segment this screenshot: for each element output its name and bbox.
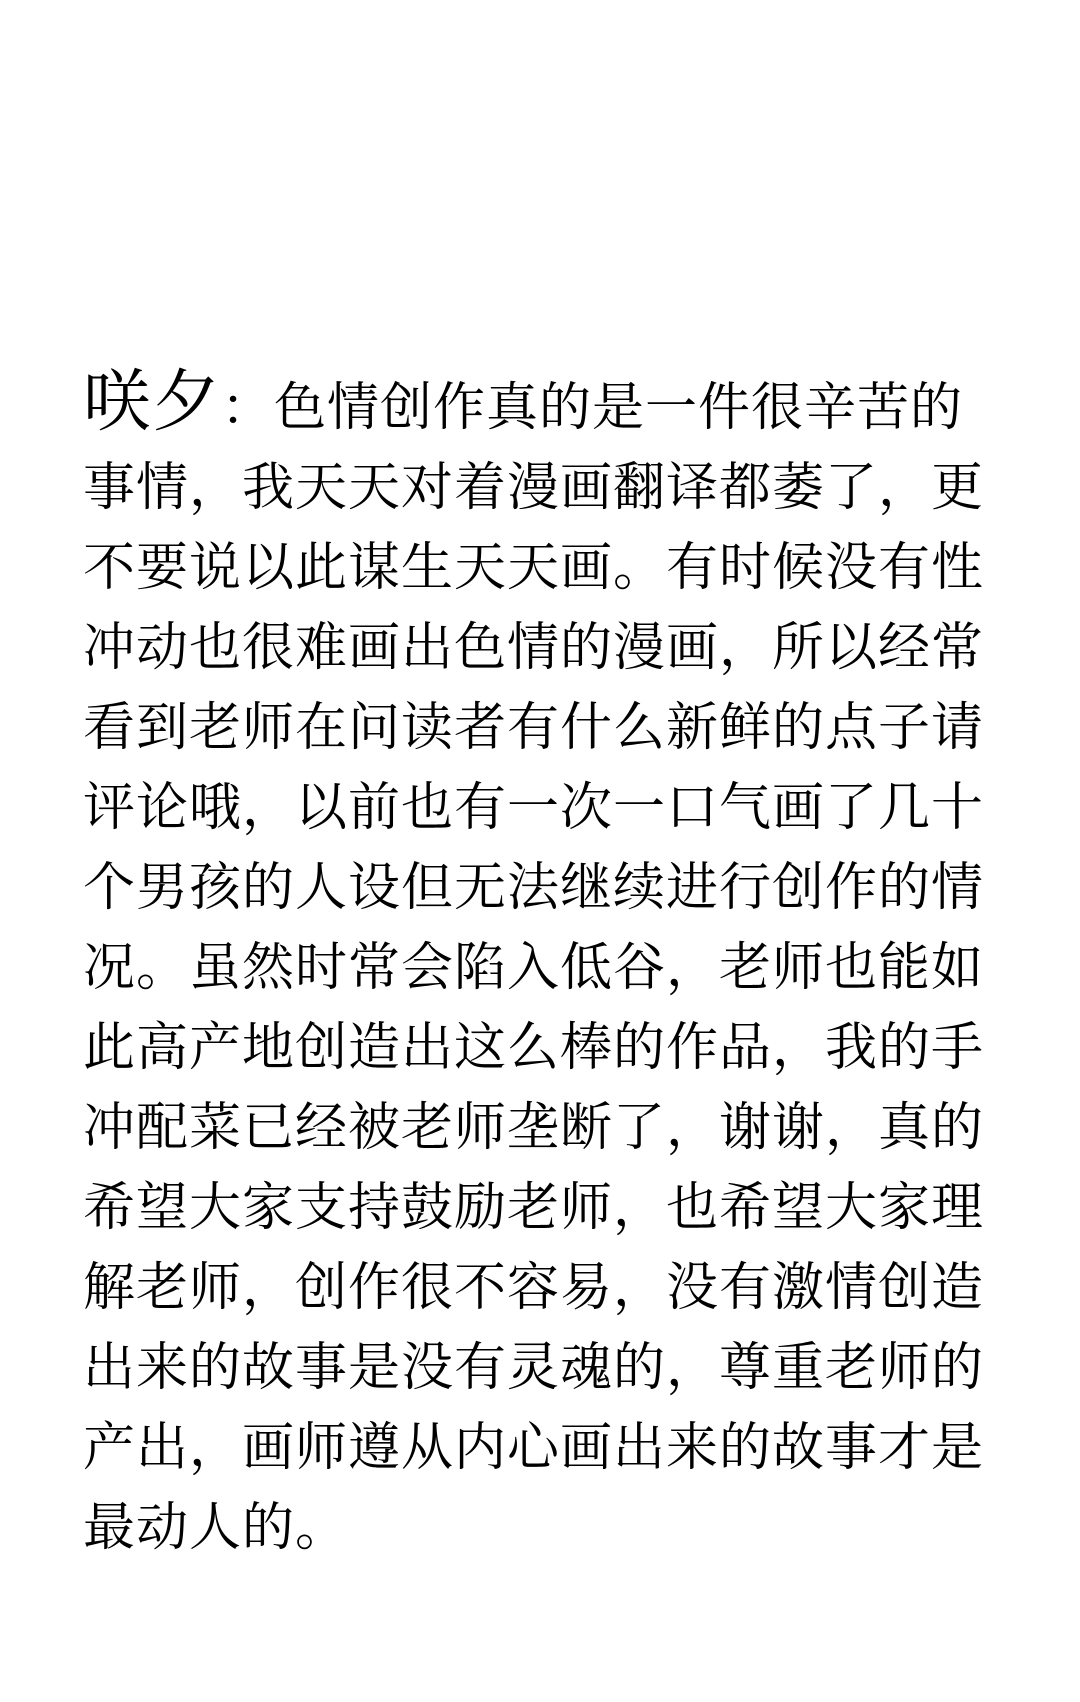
comment-author-separator: ：	[221, 379, 275, 437]
comment-body: 色情创作真的是一件很辛苦的事情，我天天对着漫画翻译都萎了，更不要说以此谋生天天画。有时候没有性冲动也很难画出色情的漫画，所以经常看到老师在问读者有什么新鲜的点子请评论哦，以前也有一次一口气画了几十个男孩的人设但无法继续进行创作的情况。虽然时常会陷入低谷，老师也能如此高产地创造出这么棒的作品，我的手冲配菜已经被老师垄断了，谢谢，真的希望大家支持鼓励老师，也希望大家理解老师，创作很不容易，没有激情创造出来的故事是没有灵魂的，尊重老师的产出，画师遵从内心画出来的故事才是最动人的。	[83, 379, 985, 1557]
comment-author: 咲夕	[83, 364, 222, 440]
comment-block	[83, 362, 984, 1568]
